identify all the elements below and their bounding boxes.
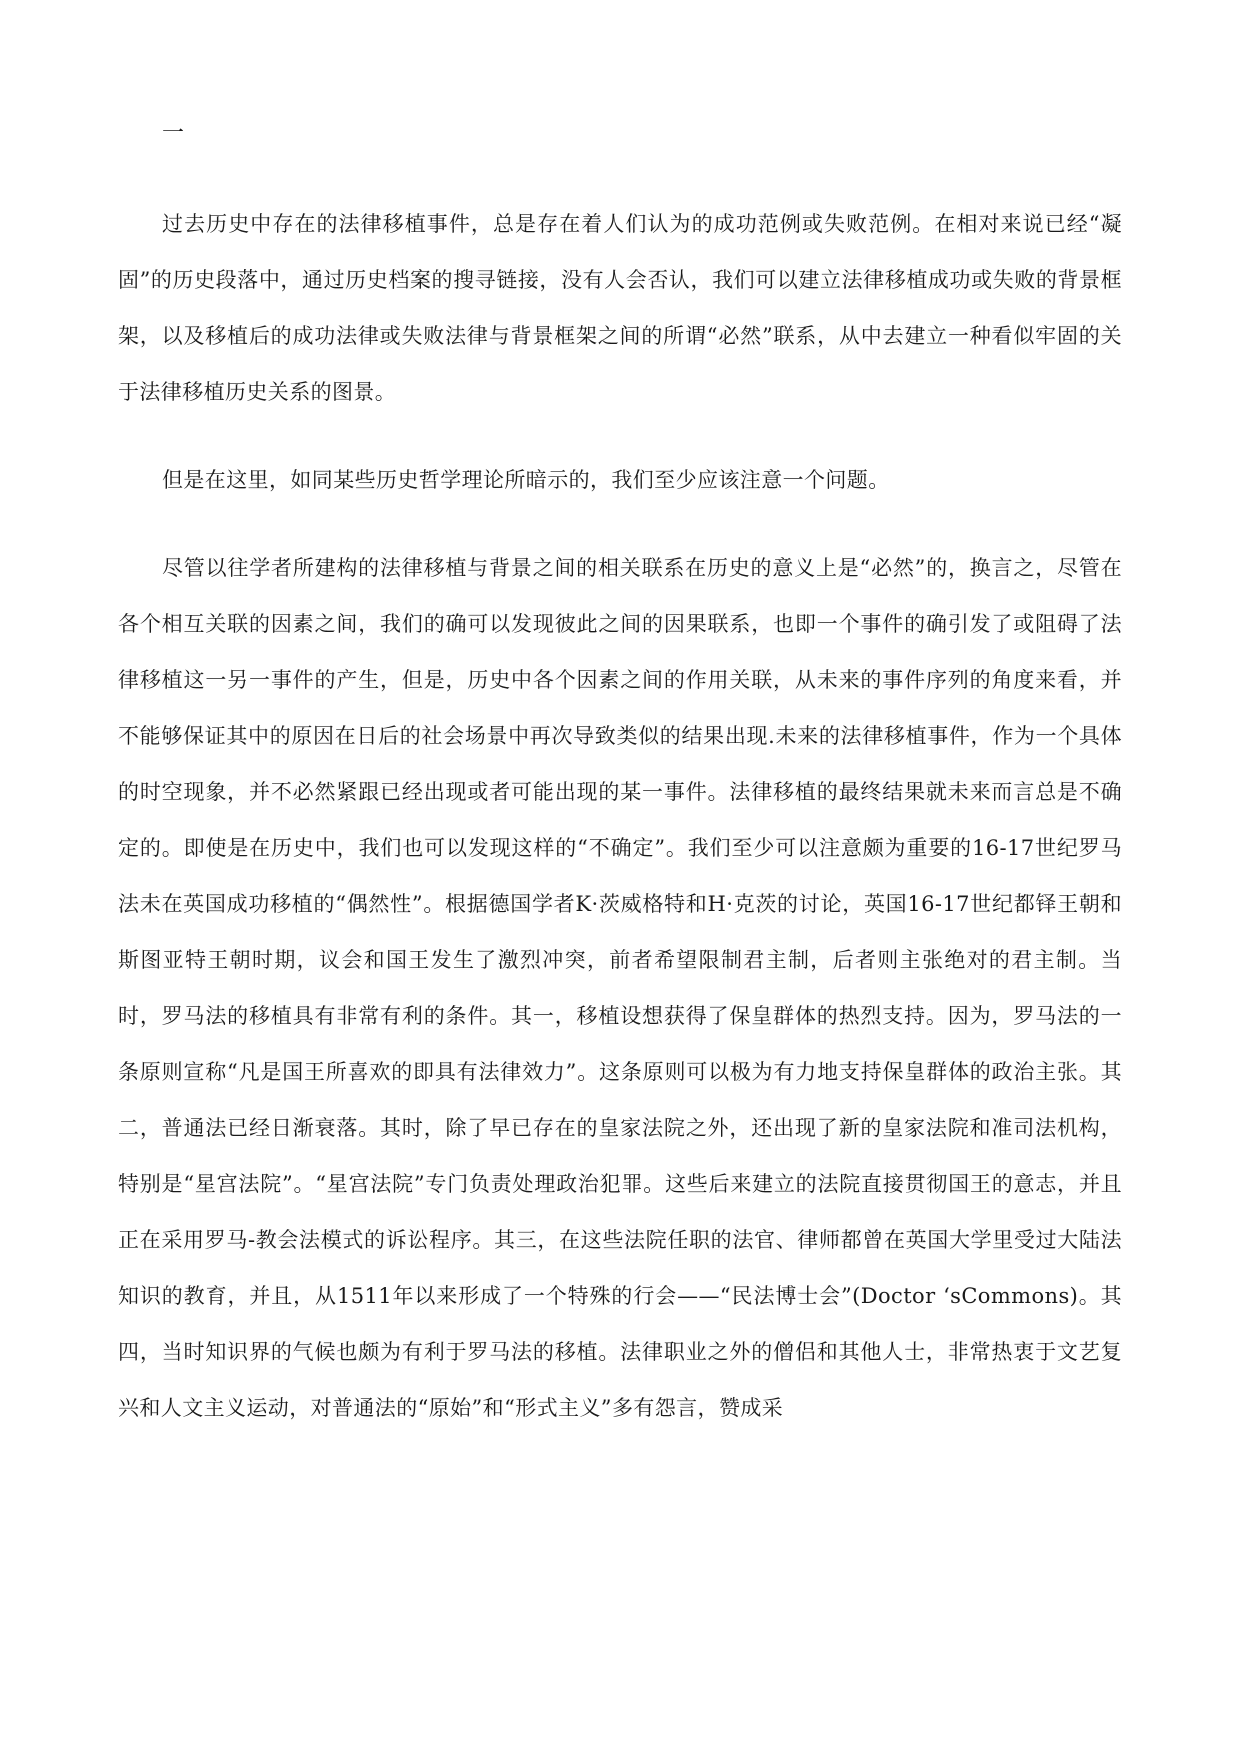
paragraph-3: 尽管以往学者所建构的法律移植与背景之间的相关联系在历史的意义上是“必然”的，换言之，尽管在各个相互关联的因素之间，我们的确可以发现彼此之间的因果联系，也即一个事件的确引发了或阻碍了法律移植这一另一事件的产生，但是，历史中各个因素之间的作用关联，从未来的事件序列的角度来看，并不能够保证其中的原因在日后的社会场景中再次导致类似的结果出现.未来的法律移植事件，作为一个具体的时空现象，并不必然紧跟已经出现或者可能出现的某一事件。法律移植的最终结果就未来而言总是不确定的。即使是在历史中，我们也可以发现这样的“不确定”。我们至少可以注意颇为重要的16-17世纪罗马法未在英国成功移植的“偶然性”。根据德国学者K·茨威格特和H·克茨的讨论，英国16-17世纪都铎王朝和斯图亚特王朝时期，议会和国王发生了激烈冲突，前者希望限制君主制，后者则主张绝对的君主制。当时，罗马法的移植具有非常有利的条件。其一，移植设想获得了保皇群体的热烈支持。因为，罗马法的一条原则宣称“凡是国王所喜欢的即具有法律效力”。这条原则可以极为有力地支持保皇群体的政治主张。其二，普通法已经日渐衰落。其时，除了早已存在的皇家法院之外，还出现了新的皇家法院和准司法机构，特别是“星宫法院”。“星宫法院”专门负责处理政治犯罪。这些后来建立的法院直接贯彻国王的意志，并且正在采用罗马-教会法模式的诉讼程序。其三，在这些法院任职的法官、律师都曾在英国大学里受过大陆法知识的教育，并且，从1511年以来形成了一个特殊的行会——“民法博士会”(Doctor ‘sCommons)。其四，当时知识界的气候也颇为有利于罗马法的移植。法律职业之外的僧侣和其他人士，非常热衷于文艺复兴和人文主义运动，对普通法的“原始”和“形式主义”多有怨言，赞成采 — [118, 556, 1122, 1420]
document-body — [118, 118, 1122, 1436]
paragraph-2: 但是在这里，如同某些历史哲学理论所暗示的，我们至少应该注意一个问题。 — [162, 468, 890, 492]
paragraph-1: 过去历史中存在的法律移植事件，总是存在着人们认为的成功范例或失败范例。在相对来说已经“凝固”的历史段落中，通过历史档案的搜寻链接，没有人会否认，我们可以建立法律移植成功或失败的背景框架，以及移植后的成功法律或失败法律与背景框架之间的所谓“必然”联系，从中去建立一种看似牢固的关于法律移植历史关系的图景。 — [118, 212, 1122, 404]
section-number: 一 — [162, 121, 185, 146]
